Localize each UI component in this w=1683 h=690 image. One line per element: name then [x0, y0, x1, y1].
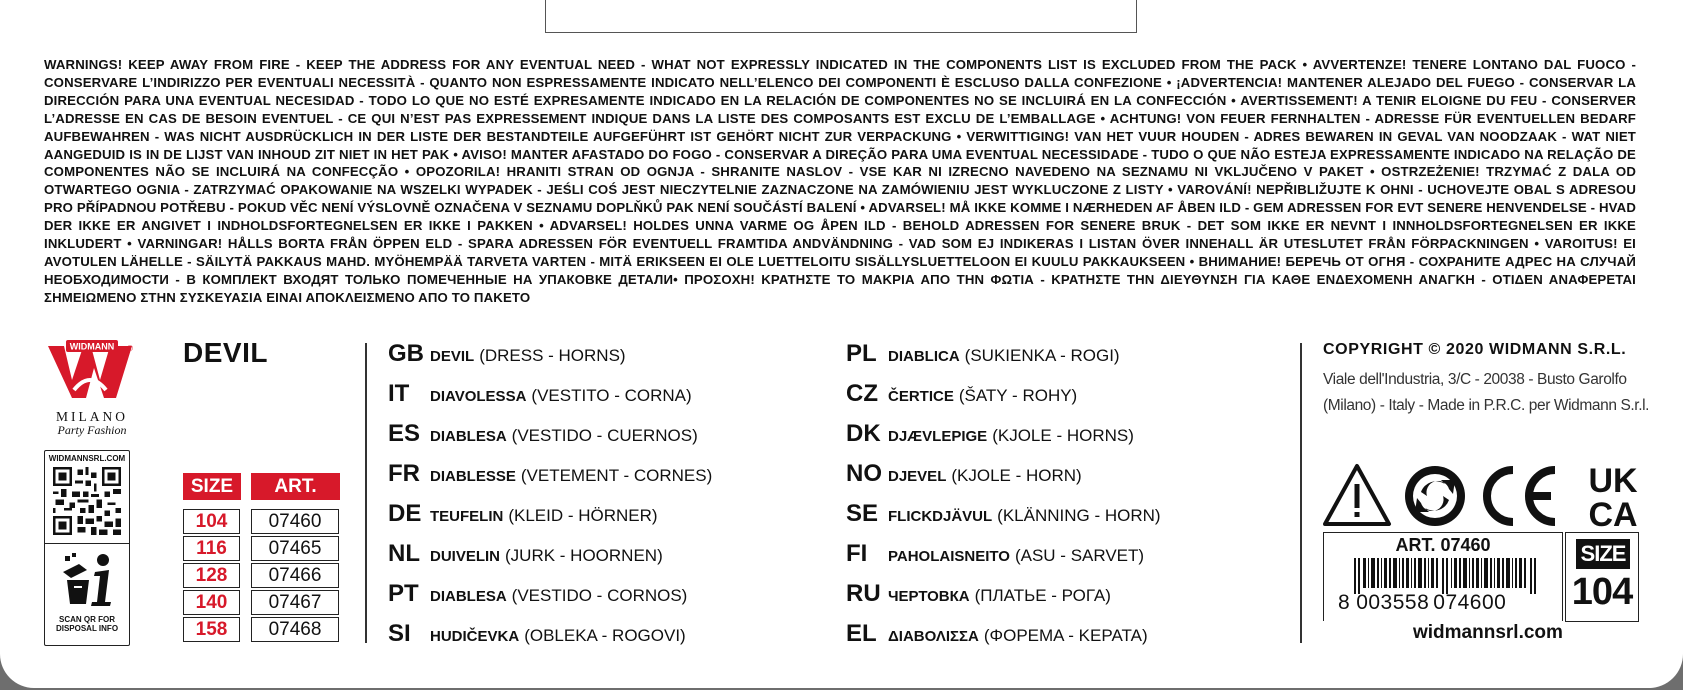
ukca-top: UK — [1588, 462, 1638, 500]
qr-code-icon[interactable] — [53, 467, 121, 535]
address-block — [1323, 367, 1649, 419]
language-desc: (VETEMENT - CORNES) — [520, 466, 713, 485]
language-code: NL — [388, 540, 420, 567]
size-cell: 128 — [183, 563, 240, 588]
language-code: PL — [846, 340, 877, 367]
language-row — [846, 460, 1082, 498]
size-cell: 140 — [183, 590, 240, 615]
language-code: RU — [846, 580, 881, 607]
address-line-2: (Milano) - Italy - Made in P.R.C. per Widmann S.r.l. — [1323, 397, 1650, 414]
language-desc: (SUKIENKA - ROGI) — [964, 346, 1120, 365]
language-row — [388, 380, 692, 418]
language-desc: (KJOLE - HORNS) — [992, 426, 1134, 445]
language-desc: (ŠATY - ROHY) — [958, 386, 1078, 405]
qr-divider — [45, 543, 129, 544]
language-row — [388, 420, 698, 458]
language-name: DUIVELIN — [430, 548, 501, 565]
language-code: NO — [846, 460, 882, 487]
language-name: DIABLESSE — [430, 468, 516, 485]
size-header: SIZE — [183, 473, 241, 500]
language-row — [388, 580, 687, 618]
ce-mark-icon — [1487, 470, 1555, 522]
language-row — [388, 620, 686, 658]
language-row — [846, 500, 1161, 538]
language-code: GB — [388, 340, 424, 367]
art-cell: 07468 — [251, 617, 339, 642]
language-name: DIABLESA — [430, 428, 507, 445]
address-line-1: Viale dell'Industria, 3/C - 20038 - Busto Garolfo — [1323, 371, 1627, 388]
barcode-art-label: ART. 07460 — [1395, 535, 1491, 555]
compliance-symbols — [1323, 462, 1639, 530]
brand-city: MILANO — [56, 409, 128, 424]
size-badge-value: 104 — [1571, 571, 1633, 613]
language-desc: (DRESS - HORNS) — [479, 346, 626, 365]
language-desc: (KJOLE - HORN) — [951, 466, 1082, 485]
divider-right — [1300, 343, 1302, 643]
art-cell: 07467 — [251, 590, 339, 615]
language-row — [388, 460, 712, 498]
language-code: DE — [388, 500, 422, 527]
green-dot-icon — [1405, 466, 1465, 526]
size-cell: 158 — [183, 617, 240, 642]
language-name: ЧЕРТОВКА — [888, 588, 970, 605]
scan-line-2: DISPOSAL INFO — [55, 624, 119, 633]
language-desc: (VESTIDO - CUERNOS) — [511, 426, 698, 445]
recycle-bin-info-icon — [59, 550, 117, 608]
language-desc: (ПЛАТЬЕ - РОГА) — [974, 586, 1111, 605]
language-name: HUDIČEVKA — [430, 628, 520, 645]
language-desc: (KLÄNNING - HORN) — [997, 506, 1161, 525]
language-code: SE — [846, 500, 879, 527]
qr-disposal-block — [44, 450, 130, 646]
language-row — [388, 340, 626, 378]
language-row — [846, 420, 1134, 458]
language-name: DIABLICA — [888, 348, 960, 365]
language-desc: (VESTIDO - CORNOS) — [511, 586, 688, 605]
size-cell: 116 — [183, 536, 240, 561]
product-name: DEVIL — [183, 337, 268, 368]
language-desc: (OBLEKA - ROGOVI) — [524, 626, 686, 645]
brand-name: WIDMANN — [69, 341, 115, 352]
language-name: DEVIL — [430, 348, 475, 365]
language-name: ČERTICE — [888, 388, 954, 405]
art-cell: 07466 — [251, 563, 339, 588]
language-row — [846, 380, 1077, 418]
barcode-group-2: 074600 — [1433, 591, 1507, 614]
language-name: DIAVOLESSA — [430, 388, 527, 405]
language-code: IT — [388, 380, 410, 407]
art-header: ART. — [251, 473, 340, 500]
language-code: EL — [846, 620, 877, 647]
barcode-block — [1323, 532, 1563, 621]
language-code: DK — [846, 420, 881, 447]
language-desc: (ΦΟΡΕΜΑ - ΚΕΡΑΤΑ) — [983, 626, 1148, 645]
qr-site-label: WIDMANNSRL.COM — [48, 454, 126, 463]
language-row — [846, 620, 1148, 658]
size-cell: 104 — [183, 509, 240, 534]
language-code: CZ — [846, 380, 878, 407]
widmann-w-logo-icon — [44, 340, 136, 402]
art-cell: 07465 — [251, 536, 339, 561]
language-row — [846, 340, 1120, 378]
barcode-group-1: 003558 — [1356, 591, 1430, 614]
language-row — [846, 540, 1144, 578]
warnings-text: WARNINGS! KEEP AWAY FROM FIRE - KEEP THE ADDRESS FOR ANY EVENTUAL NEED - WHAT NOT EXPRESSLY INDICATED IN THE COMPONENTS LIST IS EXCLUDED FROM THE PACK • AVVERTENZE! TENERE LONTANO DAL FUOCO - CONSERVARE L’INDIRIZZO PER EVENTUALI NECESSITÀ - QUANTO NON ESPRESSAMENTE INDICATO NELL’ELENCO DEI COMPONENTI È ESCLUSO DALLA CONFEZIONE • ¡ADVERTENCIA! MANTENER ALEJADO DEL FUEGO - CONSERVAR LA DIRECCIÓN PARA UNA EVENTUAL NECESIDAD - TODO LO QUE NO ESTÉ EXPRESAMENTE INDICADO EN LA RELACIÓN DE COMPONENTES NO SE INCLUIRÁ EN LA CONFECCIÓN • AVERTISSEMENT! A TENIR ELOIGNE DU FEU - CONSERVER L’ADRESSE EN CAS DE BESOIN EVENTUEL - CE QUI N’EST PAS EXPRESSEMENT INDIQUE DANS LA LISTE DES COMPOSANTS EST EXCLU DE L’EMBALLAGE • ACHTUNG! VON FEUER FERNHALTEN - ADRESSE FÜR EVENTUELLEN BEDARF AUFBEWAHREN - WAS NICHT AUSDRÜCKLICH IN DER LISTE DER BESTANDTEILE AUFGEFÜHRT IST GEHÖRT NICHT ZUR VERPACKUNG • VERWITTIGING! VAN HET VUUR HOUDEN - ADRES BEWAREN IN GEVAL VAN NOODZAAK - WAT NIET AANGEDUID IS IN DE LIJST VAN INHOUD ZIT NIET IN HET PAK • AVISO! MANTER AFASTADO DO FOGO - CONSERVAR A DIREÇÃO PARA UMA EVENTUAL NECESSIDADE - TUDO O QUE NÃO ESTEJA EXPRESSAMENTE INDICADO NA RELAÇÃO DE COMPONENTES NÃO SE INCLUIRÁ NA CONFECÇÃO • OPOZORILA! HRANITI STRAN OD OGNJA - SHRANITE NASLOV - VSE KAR NI IZRECNO NAVEDENO NA SEZNAMU NI VKLJUČENO V PAKET • OSTRZEŻENIE! TRZYMAĆ Z DALA OD OTWARTEGO OGNIA - ZATRZYMAĆ OPAKOWANIE NA WSZELKI WYPADEK - JEŚLI COŚ JEST NIECZYTELNIE ZAZNACZONE NA ZAMÓWIENIU JEST WYKLUCZONE Z LISTY • VAROVÁNÍ! NEPŘIBLIŽUJTE K OHNI - UCHOVEJTE OBAL S ADRESOU PRO PŘÍPADNOU POTŘEBU - POKUD VĚC NENÍ VÝSLOVNĚ OZNAČENA V SEZNAMU DOPLŇKŮ PAK NENÍ SOUČÁSTÍ BALENÍ • ADVARSEL! MÅ IKKE KOMME I NÆRHEDEN AF ÅBEN ILD - GEM ADRESSEN FOR EVT SENERE HENVENDELSE - HVAD DER IKKE ER ANGIVET I INDHOLDSFORTEGNELSEN ER IKKE I PAKKEN • ADVARSEL! HOLDES UNNA VARME OG ÅPEN ILD - BEHOLD ADRESSEN FOR SENERE BRUK - DET SOM IKKE ER NEVNT I INNHOLDSFORTEGNELSEN ER IKKE INKLUDERT • VARNINGAR! HÅLLS BORTA FRÅN ÖPPEN ELD - SPARA ADRESSEN FÖR EVENTUELL FRAMTIDA ANDVÄNDNING - VAD SOM EJ INDIKERAS I LISTAN ÖVER INNEHALL ÄR UTESLUTET FRÅN FÖRPACKNINGEN • VAROITUS! EI AVOTULEN LÄHELLE - SÄILYTÄ PAKKAUS MAHD. MYÖHEMPÄÄ TARVETA VARTEN - MITÄ ERIKSEEN EI OLE LUETTELOITU SISÄLLYSLUETTELOON EI KUULU PAKKAUKSEEN • ВНИМАНИЕ! БЕРЕЧЬ ОТ ОГНЯ - СОХРАНИТЕ АДРЕС НА СЛУЧАЙ НЕОБХОДИМОСТИ - В КОМПЛЕКТ ВХОДЯТ ТОЛЬКО ПОМЕЧЕННЫЕ НА УПАКОВКЕ ДЕТАЛИ• ΠΡΟΣΟΧΗ! ΚΡΑΤΗΣΤΕ ΤΟ ΜΑΚΡΙΑ ΑΠΟ ΤΗΝ ΦΩΤΙΑ - ΚΡΑΤΗΣΤΕ ΤΗΝ ΔΙΕΥΘΥΝΣΗ ΓΙΑ ΚΑΘΕ ΕΝΔΕΧΟΜΕΝΗ ΑΝΑΓΚΗ - ΟΤΙΔΕΝ ΑΝΑΦΕΡΕΤΑΙ ΣΗΜΕΙΩΜΕΝΟ ΣΤΗΝ ΣΥΣΚΕΥΑΣΙΑ ΕΙΝΑΙ ΑΠΟΚΛΕΙΣΜΕΝΟ ΑΠΟ ΤΟ ΠΑΚΕΤΟ — [44, 57, 1636, 305]
language-code: ES — [388, 420, 421, 447]
language-desc: (KLEID - HÖRNER) — [508, 506, 658, 525]
language-desc: (ASU - SARVET) — [1014, 546, 1145, 565]
website-link[interactable]: widmannsrl.com — [1413, 622, 1563, 643]
language-code: FR — [388, 460, 420, 487]
copyright-text: COPYRIGHT © 2020 WIDMANN S.R.L. — [1323, 341, 1627, 358]
ukca-mark-icon — [1588, 462, 1638, 530]
language-name: PAHOLAISNEITO — [888, 548, 1010, 565]
divider-left — [365, 343, 367, 643]
language-desc: (JURK - HOORNEN) — [505, 546, 663, 565]
language-code: PT — [388, 580, 419, 607]
barcode-lead-digit: 8 — [1338, 591, 1351, 614]
language-code: FI — [846, 540, 868, 567]
language-desc: (VESTITO - CORNA) — [531, 386, 692, 405]
language-name: DIABLESA — [430, 588, 507, 605]
registered-mark: ® — [127, 344, 133, 353]
language-code: SI — [388, 620, 411, 647]
barcode-digits — [1338, 591, 1506, 615]
brand-tagline: Party Fashion — [57, 423, 127, 437]
top-window-outline — [545, 0, 1137, 33]
language-name: ΔΙΑΒΟΛΙΣΣΑ — [888, 628, 979, 645]
art-cell: 07460 — [251, 509, 339, 534]
language-row — [846, 580, 1111, 618]
language-row — [388, 500, 658, 538]
size-badge — [1565, 532, 1639, 622]
size-badge-label: SIZE — [1576, 539, 1630, 569]
language-name: DJÆVLEPIGE — [888, 428, 988, 445]
language-name: DJEVEL — [888, 468, 947, 485]
scan-qr-label — [45, 615, 129, 633]
language-name: FLICKDJÄVUL — [888, 508, 993, 525]
ukca-bottom: CA — [1588, 496, 1638, 530]
language-name: TEUFELIN — [430, 508, 504, 525]
brand-logo — [44, 340, 144, 438]
scan-line-1: SCAN QR FOR — [59, 615, 115, 624]
language-row — [388, 540, 663, 578]
warning-triangle-icon — [1325, 466, 1389, 524]
barcode-icon — [1354, 558, 1540, 594]
